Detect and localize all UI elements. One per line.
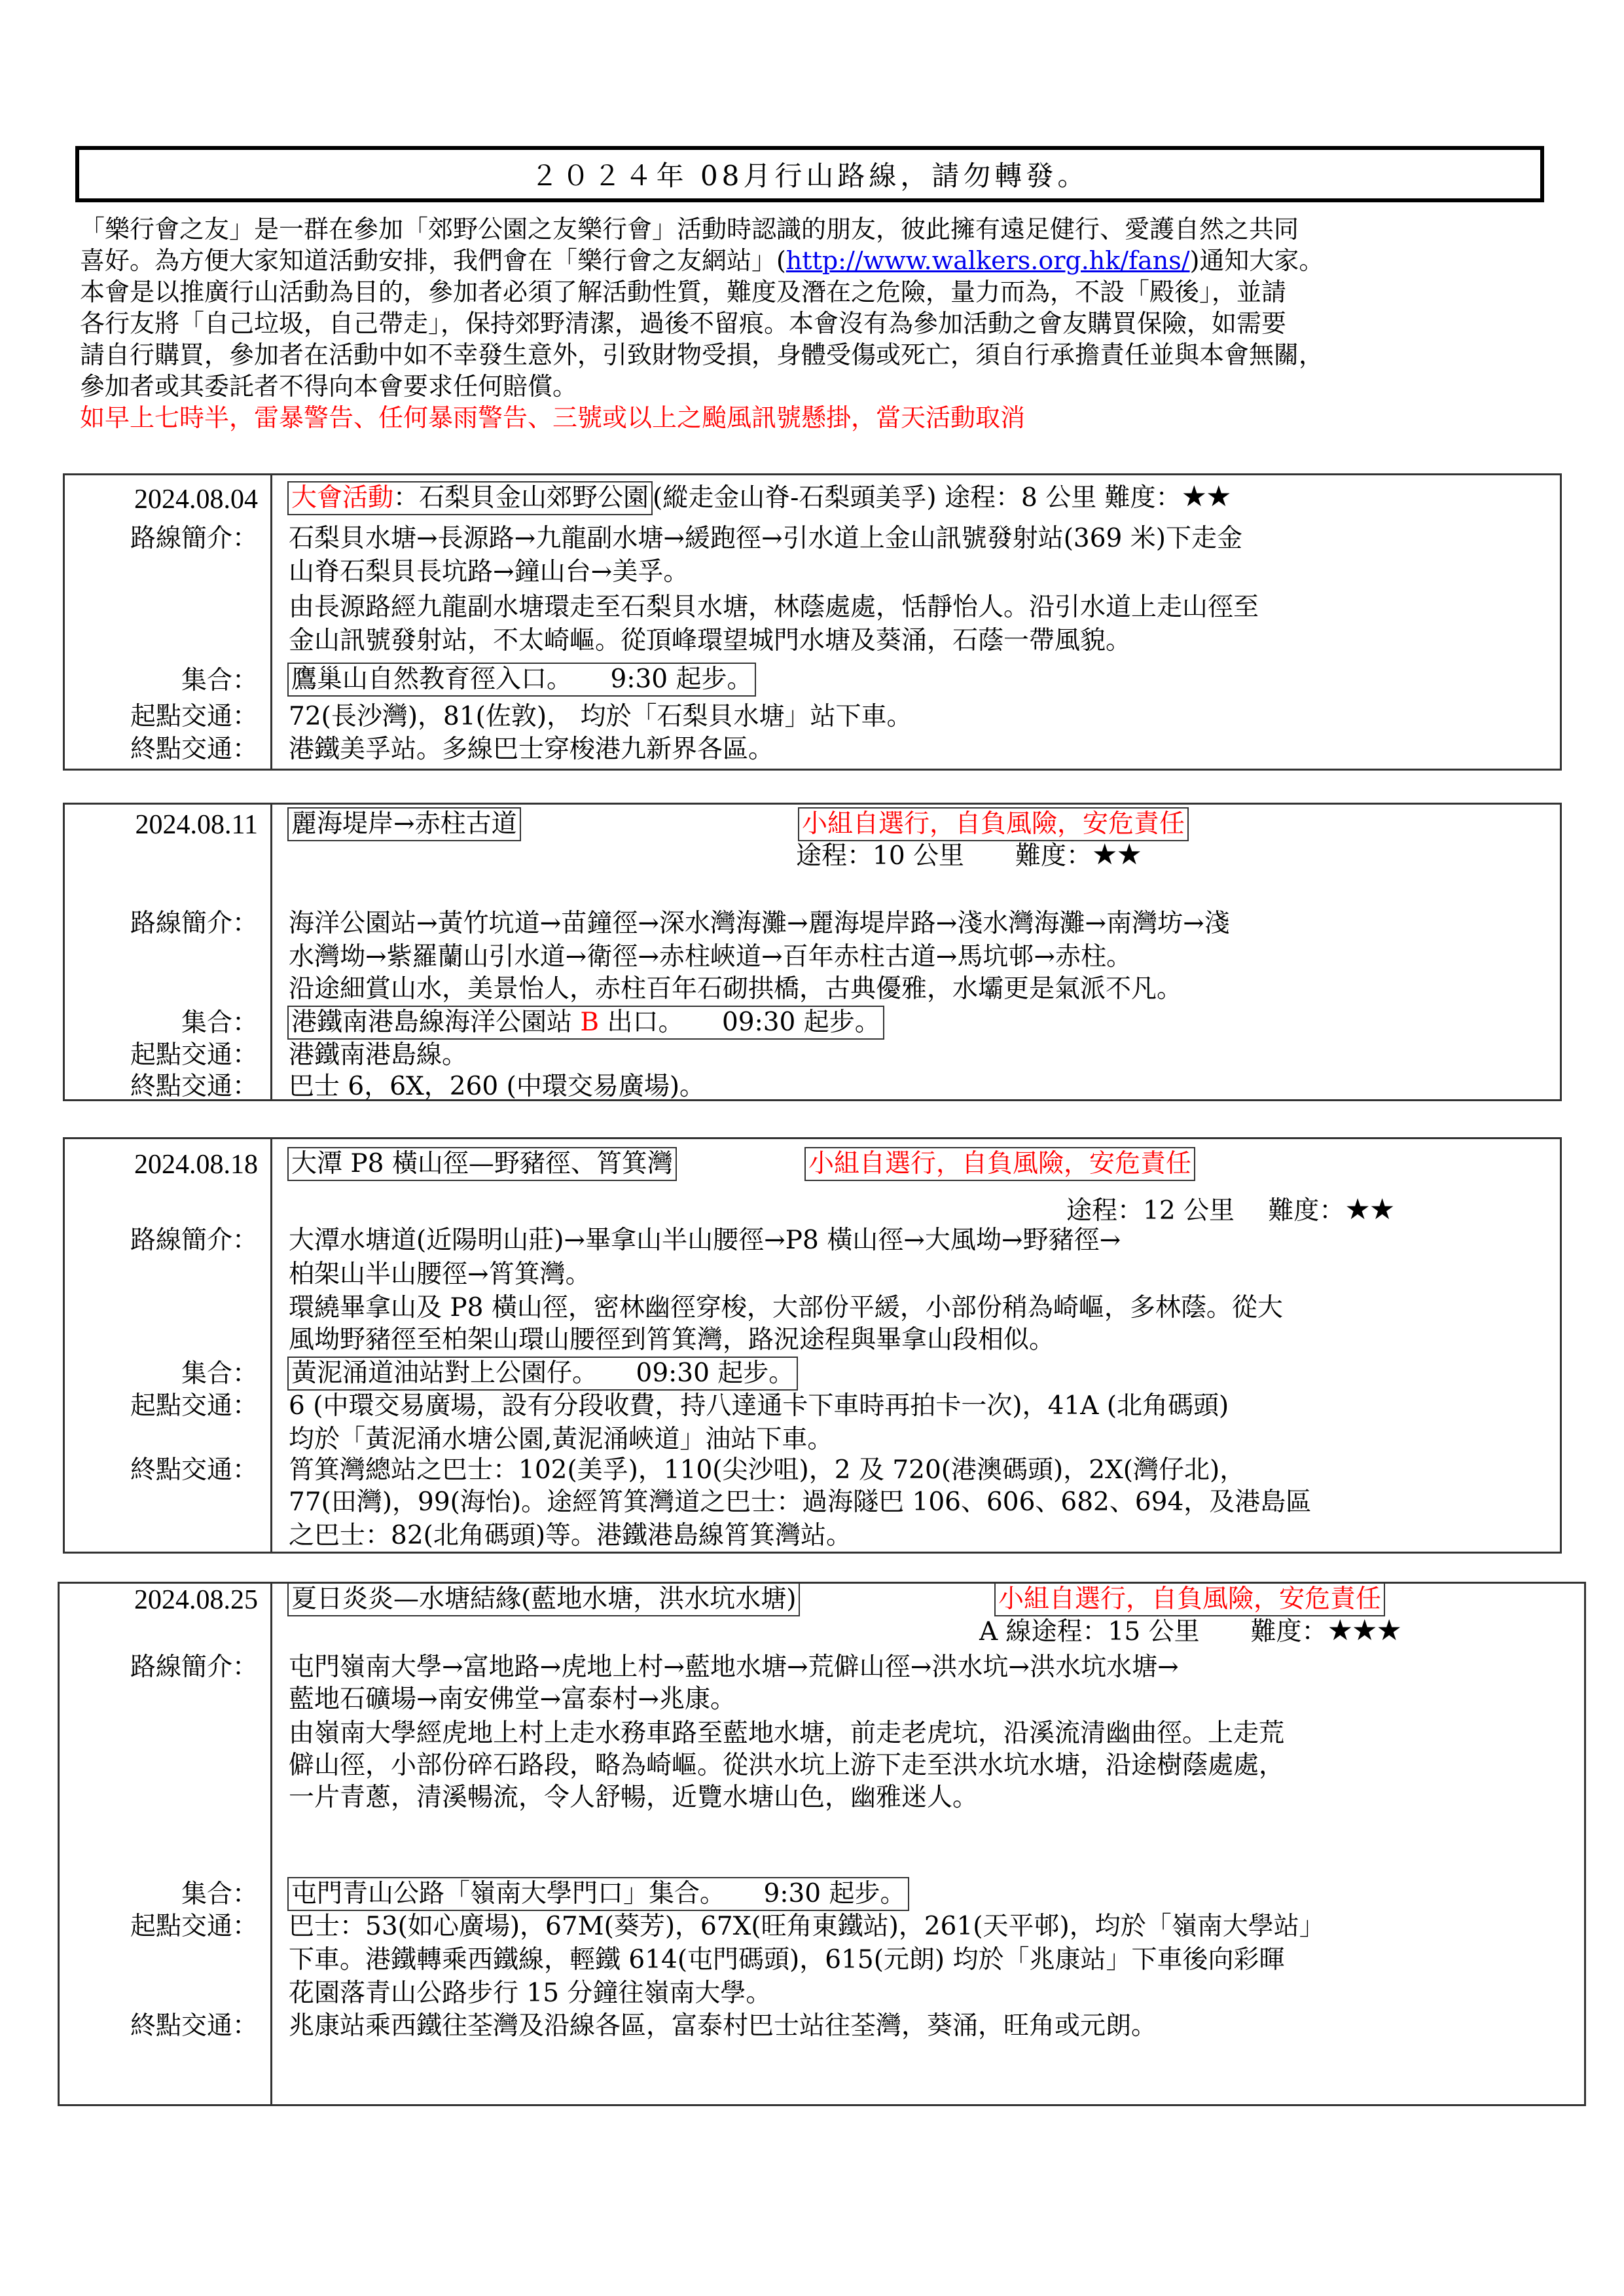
event-table-0825 <box>58 1582 1586 2106</box>
assembly-point <box>287 1357 798 1389</box>
end-transport-line: 筲箕灣總站之巴士：102(美孚)，110(尖沙咀)，2 及 720(港澳碼頭)，2X(灣仔北)， <box>289 1455 1246 1485</box>
desc-line: 由長源路經九龍副水塘環走至石梨貝水塘，林蔭處處，恬靜怡人。沿引水道上走山徑至 <box>289 592 1259 622</box>
event-table-0804 <box>63 473 1562 771</box>
assembly-label: 集合： <box>181 1359 258 1389</box>
start-transport-line: 均於「黃泥涌水塘公園,黃泥涌峽道」油站下車。 <box>289 1425 833 1454</box>
document-title-box <box>75 146 1544 202</box>
self-organized-notice: 小組自選行，自負風險，安危責任 <box>798 807 1189 841</box>
desc-line: 沿途細賞山水，美景怡人，赤柱百年石砌拱橋，古典優雅，水壩更是氣派不凡。 <box>289 974 1183 1004</box>
label-column <box>60 1584 258 2104</box>
assembly-box <box>287 1006 884 1040</box>
start-transport-label: 起點交通： <box>130 1912 258 1941</box>
route-label: 路線簡介： <box>130 524 258 553</box>
assembly-box: 黃泥涌道油站對上公園仔。 09:30 起步。 <box>287 1357 798 1391</box>
event-header <box>287 1582 800 1615</box>
start-transport-label: 起點交通： <box>130 702 258 731</box>
desc-line: 由嶺南大學經虎地上村上走水務車路至藍地水塘，前走老虎坑，沿溪流清幽曲徑。上走荒 <box>289 1719 1285 1748</box>
difficulty-stars: ★★★ <box>1327 1614 1401 1647</box>
route-line: 水灣坳→紫羅蘭山引水道→衛徑→赤柱峽道→百年赤柱古道→馬坑邨→赤柱。 <box>289 942 1132 972</box>
start-transport-line: 72(長沙灣)，81(佐敦)， 均於「石梨貝水塘」站下車。 <box>289 702 912 731</box>
distance-text: 途程：10 公里 難度： <box>796 841 1092 871</box>
column-divider <box>270 805 272 1099</box>
event-table-0811 <box>63 803 1562 1101</box>
assembly-label: 集合： <box>181 666 258 695</box>
end-transport-label: 終點交通： <box>130 1455 258 1485</box>
assembly-label: 集合： <box>181 1880 258 1909</box>
intro-line: 請自行購買，參加者在活動中如不幸發生意外，引致財物受損，身體受傷或死亡，須自行承擔責任並與本會無關， <box>80 340 1324 369</box>
intro-line-text: 喜好。為方便大家知道活動安排，我們會在「樂行會之友網站」( <box>80 246 786 275</box>
intro-line: 「樂行會之友」是一群在參加「郊野公園之友樂行會」活動時認識的朋友，彼此擁有遠足健行、愛護自然之共同 <box>80 215 1299 244</box>
end-transport-line: 之巴士：82(北角碼頭)等。港鐵港島線筲箕灣站。 <box>289 1521 852 1550</box>
notice-line <box>804 1147 1195 1180</box>
desc-line: 僻山徑，小部份碎石路段，略為崎嶇。從洪水坑上游下走至洪水坑水塘，沿途樹蔭處處， <box>289 1751 1285 1780</box>
event-date: 2024.08.18 <box>134 1150 258 1180</box>
distance-line <box>796 839 1141 871</box>
route-label: 路線簡介： <box>130 909 258 938</box>
route-line: 海洋公園站→黃竹坑道→苗鐘徑→深水灣海灘→麗海堤岸路→淺水灣海灘→南灣坊→淺 <box>289 909 1230 938</box>
event-date: 2024.08.11 <box>135 810 258 840</box>
desc-line: 一片青蔥，清溪暢流，令人舒暢，近覽水塘山色，幽雅迷人。 <box>289 1783 979 1812</box>
route-label: 路線簡介： <box>130 1652 258 1682</box>
intro-line: 參加者或其委託者不得向本會要求任何賠償。 <box>80 372 578 401</box>
desc-line: 金山訊號發射站，不太崎嶇。從頂峰環望城門水塘及葵涌，石蔭一帶風貌。 <box>289 626 1132 655</box>
notice-line <box>994 1582 1385 1615</box>
route-line: 大潭水塘道(近陽明山莊)→畢拿山半山腰徑→P8 橫山徑→大風坳→野豬徑→ <box>289 1226 1121 1255</box>
event-title-box: 麗海堤岸→赤柱古道 <box>287 807 521 841</box>
intro-line <box>80 245 1546 276</box>
self-organized-notice: 小組自選行，自負風險，安危責任 <box>994 1582 1385 1616</box>
website-link[interactable]: http://www.walkers.org.hk/fans/ <box>785 246 1190 275</box>
label-column <box>65 805 258 1099</box>
event-title-box: 大潭 P8 橫山徑—野豬徑、筲箕灣 <box>287 1147 677 1181</box>
event-title-box: 夏日炎炎—水塘結緣(藍地水塘，洪水坑水塘) <box>287 1582 800 1616</box>
event-date: 2024.08.25 <box>134 1585 258 1615</box>
exit-letter: B <box>580 1008 600 1037</box>
event-header <box>287 481 1231 513</box>
column-divider <box>270 475 272 769</box>
end-transport-line: 兆康站乘西鐵往荃灣及沿線各區，富泰村巴士站往荃灣，葵涌，旺角或元朗。 <box>289 2011 1157 2041</box>
distance-text: A 線途程：15 公里 難度： <box>979 1617 1327 1647</box>
assembly-point <box>287 1877 909 1910</box>
end-transport-line: 巴士 6，6X，260 (中環交易廣場)。 <box>289 1072 706 1101</box>
route-line: 藍地石礦場→南安佛堂→富泰村→兆康。 <box>289 1685 736 1714</box>
start-transport-label: 起點交通： <box>130 1040 258 1070</box>
end-transport-line: 港鐵美孚站。多線巴士穿梭港九新界各區。 <box>289 735 774 764</box>
event-header <box>287 807 521 840</box>
self-organized-notice: 小組自選行，自負風險，安危責任 <box>804 1147 1195 1181</box>
assembly-text: 港鐵南港島線海洋公園站 <box>291 1008 581 1037</box>
intro-line: 本會是以推廣行山活動為目的，參加者必須了解活動性質，難度及潛在之危險，量力而為，不設「殿後」，並請 <box>80 278 1287 306</box>
intro-line: 各行友將「自己垃圾，自己帶走」，保持郊野清潔，過後不留痕。本會沒有為參加活動之會友購買保險，如需要 <box>80 309 1287 338</box>
assembly-label: 集合： <box>181 1008 258 1038</box>
route-label: 路線簡介： <box>130 1226 258 1255</box>
end-transport-label: 終點交通： <box>130 1072 258 1101</box>
route-line: 屯門嶺南大學→富地路→虎地上村→藍地水塘→荒僻山徑→洪水坑→洪水坑水塘→ <box>289 1652 1179 1682</box>
start-transport-line: 6 (中環交易廣場，設有分段收費，持八達通卡下車時再拍卡一次)，41A (北角碼頭) <box>289 1391 1229 1421</box>
start-transport-line: 下車。港鐵轉乘西鐵線，輕鐵 614(屯門碼頭)，615(元朗) 均於「兆康站」下車後向彩暉 <box>289 1945 1285 1975</box>
event-title-suffix: (縱走金山脊-石梨頭美孚) 途程：8 公里 難度： <box>653 483 1182 513</box>
document-title: ２０２４年 08月行山路線，請勿轉發。 <box>530 160 1089 192</box>
route-line: 山脊石梨貝長坑路→鐘山台→美孚。 <box>289 557 689 587</box>
desc-line: 環繞畢拿山及 P8 橫山徑，密林幽徑穿梭，大部份平緩，小部份稍為崎嶇，多林蔭。從大 <box>289 1293 1283 1322</box>
desc-line: 風坳野豬徑至柏架山環山腰徑到筲箕灣，路況途程與畢拿山段相似。 <box>289 1325 1055 1355</box>
difficulty-stars: ★★ <box>1344 1193 1394 1226</box>
route-line: 柏架山半山腰徑→筲箕灣。 <box>289 1260 591 1289</box>
start-transport-line: 港鐵南港島線。 <box>289 1040 468 1070</box>
event-title-box <box>287 481 653 515</box>
start-transport-line: 巴士：53(如心廣場)，67M(葵芳)，67X(旺角東鐵站)，261(天平邨)，均於「嶺南大學站」 <box>289 1912 1325 1941</box>
intro-paragraph <box>80 213 1546 433</box>
difficulty-stars: ★★ <box>1092 838 1141 871</box>
label-column <box>65 475 258 769</box>
event-date: 2024.08.04 <box>134 484 258 515</box>
event-title: ：石梨貝金山郊野公園 <box>393 483 649 513</box>
distance-line <box>979 1614 1401 1647</box>
column-divider <box>270 1139 272 1552</box>
end-transport-label: 終點交通： <box>130 735 258 764</box>
distance-line <box>1066 1194 1394 1226</box>
route-line: 石梨貝水塘→長源路→九龍副水塘→緩跑徑→引水道上金山訊號發射站(369 米)下走金 <box>289 524 1242 553</box>
end-transport-label: 終點交通： <box>130 2011 258 2041</box>
assembly-box: 屯門青山公路「嶺南大學門口」集合。 9:30 起步。 <box>287 1877 909 1911</box>
assembly-point <box>287 1006 884 1038</box>
assembly-time: 出口。 09:30 起步。 <box>599 1008 880 1037</box>
label-column <box>65 1139 258 1552</box>
end-transport-line: 77(田灣)，99(海怡)。途經筲箕灣道之巴士：過海隧巴 106、606、682、694，及港島區 <box>289 1487 1312 1517</box>
cancellation-warning: 如早上七時半，雷暴警告、任何暴雨警告、三號或以上之颱風訊號懸掛，當天活動取消 <box>80 403 1026 432</box>
assembly-point <box>287 663 756 695</box>
start-transport-line: 花園落青山公路步行 15 分鐘往嶺南大學。 <box>289 1978 772 2008</box>
event-table-0818 <box>63 1137 1562 1554</box>
difficulty-stars: ★★ <box>1181 480 1231 513</box>
event-tag: 大會活動 <box>291 483 394 513</box>
event-header <box>287 1147 677 1180</box>
column-divider <box>270 1584 272 2104</box>
distance-text: 途程：12 公里 難度： <box>1066 1196 1345 1226</box>
notice-line <box>798 807 1189 840</box>
start-transport-label: 起點交通： <box>130 1391 258 1421</box>
intro-line-suffix: )通知大家。 <box>1189 246 1324 275</box>
assembly-box: 鷹巢山自然教育徑入口。 9:30 起步。 <box>287 663 756 697</box>
